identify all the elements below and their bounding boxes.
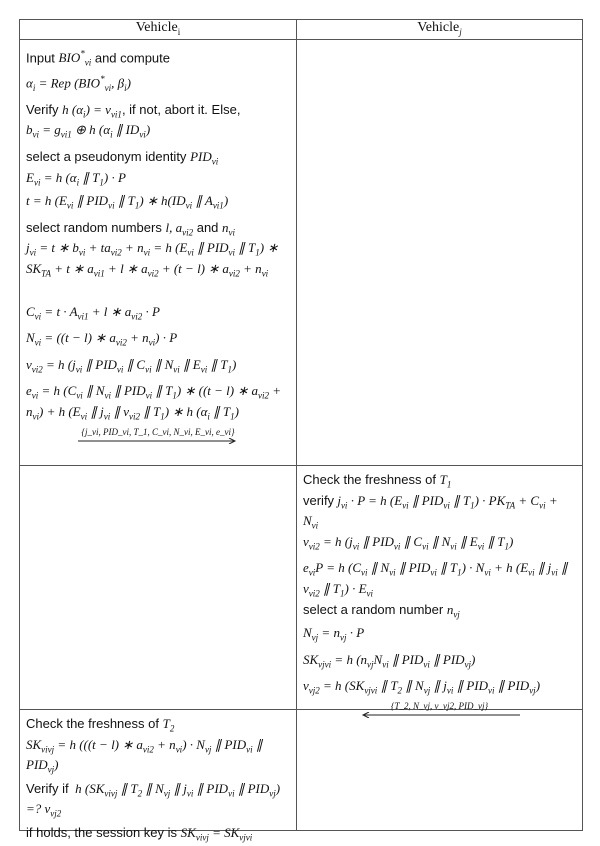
vehicle-j-empty-cell-1 [297,40,583,466]
verify-j-eq: verify $j_{vi} \cdot P = h$ ($E_{vi}$ ∥ $PID_{vi}$ ∥ $T_1) \cdot PK_{TA} + C_{vi} + N_{vi}$ [303,492,558,531]
vehicle-i-empty-cell-2 [20,466,297,710]
select-pid-line: select a pseudonym identity $PID_{vi}$ [26,149,219,167]
select-random-line: select random numbers l, $a_{vi2}$ and $n_{vi}$ [26,219,236,238]
sk-vivj-eq: $SK_{vivj} = h$ (((t − l) ∗ $a_{vi2} + n_{vi}) \cdot N_{vj}$ ∥ $PID_{vi}$ ∥ $PID_{vj}$) [26,736,263,775]
alpha-eq: $\alpha_i$ = Rep ($BIO^*_{vi}$, $\beta_i$) [26,73,131,93]
vehicle-j-auth-cell [297,466,583,710]
message-arrow-1 [78,427,238,444]
c-eq: $C_{vi} = t \cdot A_{vi1} + l$ ∗ $a_{vi2} \cdot P$ [26,303,160,322]
select-random-nvj: select a random number $n_{vj}$ [303,601,460,620]
header-vehicle-i: Vehicle$_i$ [20,20,297,40]
vehicle-j-empty-cell-3 [297,710,583,831]
e-small-eq: $e_{vi} = h$ ($C_{vi}$ ∥ $N_{vi}$ ∥ $PID_{vi}$ ∥ $T_1$) ∗ ((t − l) ∗ $a_{vi2} + n_{vi}) + h$ ($E_{vi}$ ∥ $j_{vi}$ ∥ $v_{vi2}$ ∥ $T_1$) ∗ h ($\alpha_i$ ∥ $T_1$) [26,383,282,422]
right-arrow-icon [78,438,238,444]
verify-line: Verify h $(\alpha_i) = v_{vi1}$, if not, abort it. Else, [26,101,241,120]
v-eq: $v_{vi2} = h$ ($j_{vi}$ ∥ $PID_{vi}$ ∥ $C_{vi}$ ∥ $N_{vi}$ ∥ $E_{vi}$ ∥ $T_1$) [26,356,237,375]
message-label-1: {j_vi, PID_vi, T_1, C_vi, N_vi, E_vi, e_vi} [81,426,235,437]
vehicle-i-session-cell [20,710,297,843]
v-recompute-eq: $v_{vi2} = h$ ($j_{vi}$ ∥ $PID_{vi}$ ∥ $C_{vi}$ ∥ $N_{vi}$ ∥ $E_{vi}$ ∥ $T_1$) [303,533,514,552]
nvj-eq: $N_{vj} = n_{vj} \cdot P$ [303,625,365,643]
check-fresh-t2: Check the freshness of $T_2$ [26,716,175,734]
session-key-line: if holds, the session key is $SK_{vivj} = SK_{vjvi}$ [26,824,253,843]
n-eq: $N_{vi} = ((t - l)$ ∗ $a_{vi2} + n_{vi}) \cdot P$ [26,330,178,348]
eP-eq: $e_{vi}P = h$ ($C_{vi}$ ∥ $N_{vi}$ ∥ $PID_{vi}$ ∥ $T_1) \cdot N_{vi} + h$ ($E_{vi}$ ∥ $j_{vi}$ ∥ $v_{vi2}$ ∥ $T_1) \cdot E_{vi}$ [303,560,568,599]
v-vj2-eq: $v_{vj2} = h$ ($SK_{vjvi}$ ∥ $T_2$ ∥ $N_{vj}$ ∥ $j_{vi}$ ∥ $PID_{vi}$ ∥ $PID_{vj}$) [303,678,541,696]
protocol-table [19,19,583,843]
input-line: Input $BIO^*_{vi}$ and compute [26,49,171,68]
verify-v-vj2-eq: Verify if h ($SK_{vivj}$ ∥ $T_2$ ∥ $N_{vj}$ ∥ $j_{vi}$ ∥ $PID_{vi}$ ∥ $PID_{vj}$) =? $v_{vj2}$ [26,780,281,819]
j-eq: $j_{vi} = t$ ∗ $b_{vi} + ta_{vi2} + n_{vi} = h$ ($E_{vi}$ ∥ $PID_{vi}$ ∥ $T_1$) ∗ $SK_{TA} + t$ ∗ $a_{vi1} + l$ ∗ $a_{vi2} + (t - l)$ ∗ $a_{vi2} + n_{vi}$ [26,240,279,279]
b-eq: $b_{vi} = g_{vi1}$ ⊕ h ($\alpha_i$ ∥ $ID_{vi}$) [26,122,151,141]
e-eq: $E_{vi} = h$ ($\alpha_i$ ∥ $T_1) \cdot P$ [26,169,126,188]
check-fresh-t1: Check the freshness of $T_1$ [303,472,452,490]
vehicle-i-login-cell [20,40,297,466]
message-label-2: {T_2, N_vj, v_vj2, PID_vj} [390,700,489,711]
t-eq: t = h ($E_{vi}$ ∥ $PID_{vi}$ ∥ $T_1$) ∗ $h(ID_{vi}$ ∥ $A_{vi1}$) [26,193,229,211]
header-vehicle-j: Vehicle$_j$ [297,20,583,40]
sk-vjvi-eq: $SK_{vjvi} = h$ ($n_{vj}N_{vi}$ ∥ $PID_{vi}$ ∥ $PID_{vj}$) [303,651,476,670]
